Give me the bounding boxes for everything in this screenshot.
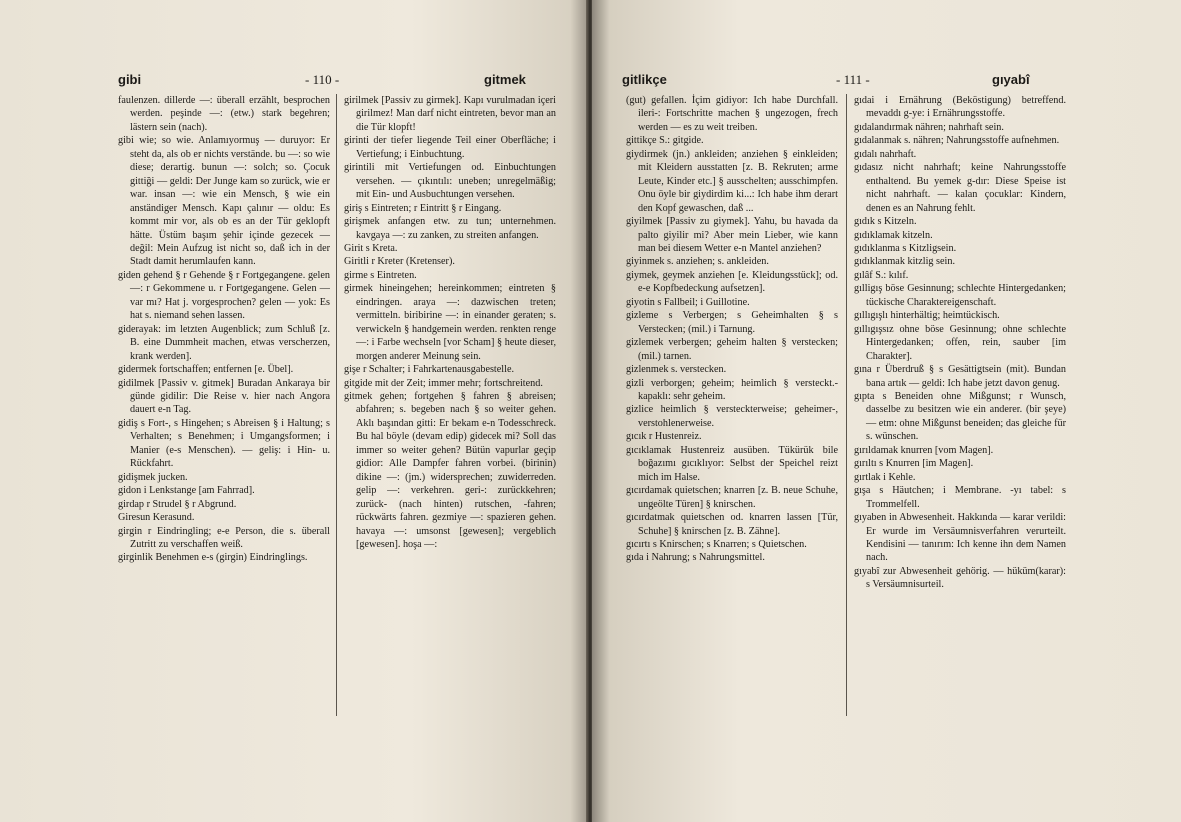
- left-column-divider: [336, 94, 337, 716]
- dictionary-entry: gizlenmek s. verstecken.: [626, 364, 727, 376]
- dictionary-entry: Girit s Kreta.: [344, 242, 398, 254]
- dictionary-entry: gizli verborgen; geheim; heimlich § versteckt.-kapaklı: sehr geheim.: [626, 377, 838, 402]
- dictionary-entry: gırıldamak knurren [vom Magen].: [854, 444, 994, 456]
- dictionary-entry: gitgide mit der Zeit; immer mehr; fortschreitend.: [344, 377, 543, 389]
- dictionary-entry: gıdıklamak kitzeln.: [854, 229, 933, 241]
- dictionary-entry: faulenzen. dillerde —: überall erzählt, besprochen werden. peşinde —: (etw.) stark begehren; lästern sein (nach).: [118, 95, 330, 133]
- dictionary-entry: gıcırdatmak quietschen od. knarren lassen [Tür, Schuhe] § knirschen [z. B. Zähne].: [626, 512, 838, 537]
- left-column-1: [118, 94, 330, 565]
- dictionary-entry: gıdai i Ernährung (Beköstigung) betreffend. mevaddı g-ye: i Ernährungsstoffe.: [854, 95, 1066, 120]
- dictionary-entry: giriş s Eintreten; r Eintritt § r Eingang.: [344, 202, 502, 214]
- dictionary-entry: giyilmek [Passiv zu giymek]. Yahu, bu havada da palto giyilir mi? Aber mein Lieber, wie kann man bei diesem Wetter e-n Mantel anziehen?: [626, 216, 838, 254]
- dictionary-entry: gitmek gehen; fortgehen § fahren § abreisen; abfahren; s. begeben nach § so weiter gehen. Aklı başından gitti: Er bekam e-n Todesschreck. Bu hal böyle (devam edip) gidecek mi? Soll das immer so weiter gehen? Bütün vapurlar geçip gidior: Alle Dampfer fahren vorbei. (birinin) dikine —: (jm.) widersprechen; zuwiderreden. gelip —: verkehren. geri-: zurückkehren; zurück- (nach hinten) rutschen, -fahren; rückwärts fahren. gezmiye —: spazieren gehen. havaya —: umsonst [gewesen]; vergeblich [gewesen]. hoşa —:: [344, 390, 556, 550]
- right-column-1: [626, 94, 838, 565]
- dictionary-entry: gıdıklanmak kitzlig sein.: [854, 256, 956, 268]
- dictionary-entry: girginlik Benehmen e-s (girgin) Eindringlings.: [118, 552, 308, 564]
- right-header-guideword-end: gıyabî: [992, 72, 1030, 87]
- dictionary-entry: gişe r Schalter; i Fahrkartenausgabestelle.: [344, 364, 515, 376]
- dictionary-entry: gıcık r Hustenreiz.: [626, 431, 702, 443]
- left-header-guideword-start: gibi: [118, 72, 142, 87]
- dictionary-entry: gılâf S.: kılıf.: [854, 269, 909, 281]
- dictionary-entry: gidermek fortschaffen; entfernen [e. Übel].: [118, 364, 294, 376]
- dictionary-entry: gittikçe S.: gitgide.: [626, 135, 704, 147]
- dictionary-entry: gına r Überdruß § s Gesättigtsein (mit). Bundan bana artık — geldi: Ich habe jetzt davon genug.: [854, 364, 1066, 389]
- dictionary-entry: gıyabî zur Abwesenheit gehörig. — hüküm(karar): s Versäumnisurteil.: [854, 565, 1066, 591]
- dictionary-entry: gibi wie; so wie. Anlamıyormuş — duruyor: Er steht da, als ob er nichts verstände. bu —: so wie diese; derartig. bunun —: solch; so. Çocuk gittiği — geldi: Der Junge kam so zurück, wie er war. insan —: wie ein Mensch, § wie ein anständiger Mensch. Kapı çalınır — oldu: Es kommt mir vor, als ob es an der Tür geklopft hätte. Üstüm başım şehir içinde gezecek — değil: Mein Aufzug ist nicht so, daß ich in der Stadt damit herumlaufen kann.: [118, 135, 330, 268]
- dictionary-entry: gıdalandırmak nähren; nahrhaft sein.: [854, 121, 1004, 133]
- dictionary-entry: giyinmek s. anziehen; s. ankleiden.: [626, 256, 769, 268]
- dictionary-entry: giderayak: im letzten Augenblick; zum Schluß [z. B. eine Dummheit machen, etwas verscherzen, krank werden].: [118, 323, 330, 362]
- dictionary-entry: gıllıgışlı hinterhältig; heimtückisch.: [854, 310, 1000, 322]
- dictionary-entry: gidişmek jucken.: [118, 471, 188, 483]
- dictionary-entry: girdap r Strudel § r Abgrund.: [118, 498, 237, 510]
- dictionary-entry: gırtlak i Kehle.: [854, 471, 916, 483]
- dictionary-entry: gıcırtı s Knirschen; s Knarren; s Quietschen.: [626, 538, 807, 550]
- dictionary-entry: girmek hineingehen; hereinkommen; eintreten § eindringen. araya —: dazwischen treten; vermitteln. biribirine —: in einander geraten; s. verwickeln § handgemein werden. renkten renge —: i Farbe wechseln [vor Scham] § heute dieser, morgen anderer Meinung sein.: [344, 283, 556, 362]
- dictionary-entry: girintili mit Vertiefungen od. Einbuchtungen versehen. — çıkıntılı: uneben; unregelmäßig; mit Ein- und Ausbuchtungen versehen.: [344, 162, 556, 201]
- right-column-divider: [846, 94, 847, 716]
- left-page-number: - 110 -: [305, 72, 340, 87]
- dictionary-entry: gıllıgışsız ohne böse Gesinnung; ohne schlechte Hintergedanken; offen, rein, sauber [im Charakter].: [854, 323, 1066, 362]
- dictionary-entry: gıdasız nicht nahrhaft; keine Nahrungsstoffe enthaltend. Bu yemek g-dır: Diese Speise ist nicht nahrhaft. — kalan çocuklar: Kindern, denen es an Nahrung fehlt.: [854, 162, 1066, 214]
- dictionary-entry: giden gehend § r Gehende § r Fortgegangene. gelen —: r Gekommene u. r Fortgegangene. Gelen — var mı? Hat j. vorgesprochen? gelen — yok: Es hat s. niemand sehen lassen.: [118, 269, 330, 322]
- dictionary-entry: gırıltı s Knurren [im Magen].: [854, 458, 974, 470]
- dictionary-entry: (gut) gefallen. İçim gidiyor: Ich habe Durchfall. ileri-: Fortschritte machen § ungezogen, frech werden — es zu weit treiben.: [626, 95, 838, 133]
- dictionary-entry: gidon i Lenkstange [am Fahrrad].: [118, 485, 255, 497]
- dictionary-entry: girişmek anfangen etw. zu tun; unternehmen. kavgaya —: zu zanken, zu streiten anfangen.: [344, 216, 556, 241]
- right-page-number: - 111 -: [836, 72, 870, 87]
- dictionary-entry: gıcırdamak quietschen; knarren [z. B. neue Schuhe, ungeölte Türen] § knirschen.: [626, 485, 838, 510]
- dictionary-entry: gıdalı nahrhaft.: [854, 148, 917, 160]
- right-header-guideword-start: gitlikçe: [622, 72, 667, 87]
- left-column-2: [344, 94, 556, 551]
- dictionary-entry: gıyaben in Abwesenheit. Hakkında — karar verildi: Er wurde im Versäumnisverfahren verurteilt. Kendisini — tanırım: Ich kenne ihn dem Namen nach.: [854, 512, 1066, 564]
- dictionary-entry: gizlice heimlich § versteckterweise; geheimer-, verstohlenerweise.: [626, 404, 838, 429]
- dictionary-entry: gıdalanmak s. nähren; Nahrungsstoffe aufnehmen.: [854, 135, 1060, 147]
- dictionary-entry: gidiş s Fort-, s Hingehen; s Abreisen § i Haltung; s Verhalten; s Benehmen; i Umgangsformen; i Manier (e-s Menschen). — geliş: i Hin- u. Rückfahrt.: [118, 417, 330, 470]
- dictionary-entry: gizlemek verbergen; geheim halten § verstecken; (mil.) tarnen.: [626, 337, 838, 362]
- left-page: [0, 0, 588, 822]
- left-header-guideword-end: gitmek: [484, 72, 526, 87]
- dictionary-entry: girilmek [Passiv zu girmek]. Kapı vurulmadan içeri girilmez! Man darf nicht eintreten, bevor man an die Tür klopft!: [344, 95, 556, 133]
- dictionary-entry: gıdıklanma s Kitzligsein.: [854, 242, 957, 254]
- dictionary-entry: girinti der tiefer liegende Teil einer Oberfläche; i Vertiefung; i Einbuchtung.: [344, 135, 556, 160]
- dictionary-entry: gıcıklamak Hustenreiz ausüben. Tükürük bile boğazımı gıcıklıyor: Selbst der Speichel reizt mich im Halse.: [626, 444, 838, 483]
- dictionary-entry: gılligış böse Gesinnung; schlechte Hintergedanken; tückische Charaktereigenschaft.: [854, 283, 1066, 308]
- dictionary-entry: gıpta s Beneiden ohne Mißgunst; r Wunsch, dasselbe zu besitzen wie ein anderer. (bir şeye) — etm: ohne Mißgunst beneiden; das gleiche für s. wünschen.: [854, 390, 1066, 443]
- dictionary-entry: giymek, geymek anziehen [e. Kleidungsstück]; od. e-e Kopfbedeckung aufsetzen].: [626, 269, 838, 295]
- dictionary-entry: gizleme s Verbergen; s Geheimhalten § s Verstecken; (mil.) i Tarnung.: [626, 310, 838, 335]
- dictionary-entry: gıda i Nahrung; s Nahrungsmittel.: [626, 552, 765, 564]
- dictionary-entry: Giresun Kerasund.: [118, 512, 195, 524]
- dictionary-entry: gıdık s Kitzeln.: [854, 216, 917, 228]
- dictionary-entry: girgin r Eindringling; e-e Person, die s. überall Zutritt zu verschaffen weiß.: [118, 525, 330, 550]
- right-column-2: [854, 94, 1066, 592]
- dictionary-entry: giydirmek (jn.) ankleiden; anziehen § einkleiden; mit Kleidern ausstatten [z. B. Rekruten; arme Leute, Kinder etc.] § ausschelten; ausschimpfen. Onu öyle bir giydirdim ki...: Ich habe ihm derart den Kopf gewaschen, daß ...: [626, 148, 838, 214]
- dictionary-entry: girme s Eintreten.: [344, 269, 417, 281]
- dictionary-entry: giyotin s Fallbeil; i Guillotine.: [626, 296, 750, 308]
- dictionary-entry: gidilmek [Passiv v. gitmek] Buradan Ankaraya bir günde gidilir: Die Reise v. hier nach Angora dauert e-n Tag.: [118, 377, 330, 416]
- right-page: [592, 0, 1181, 822]
- dictionary-entry: Giritli r Kreter (Kretenser).: [344, 256, 455, 268]
- dictionary-entry: gışa s Häutchen; i Membrane. -yı tabel: s Trommelfell.: [854, 485, 1066, 510]
